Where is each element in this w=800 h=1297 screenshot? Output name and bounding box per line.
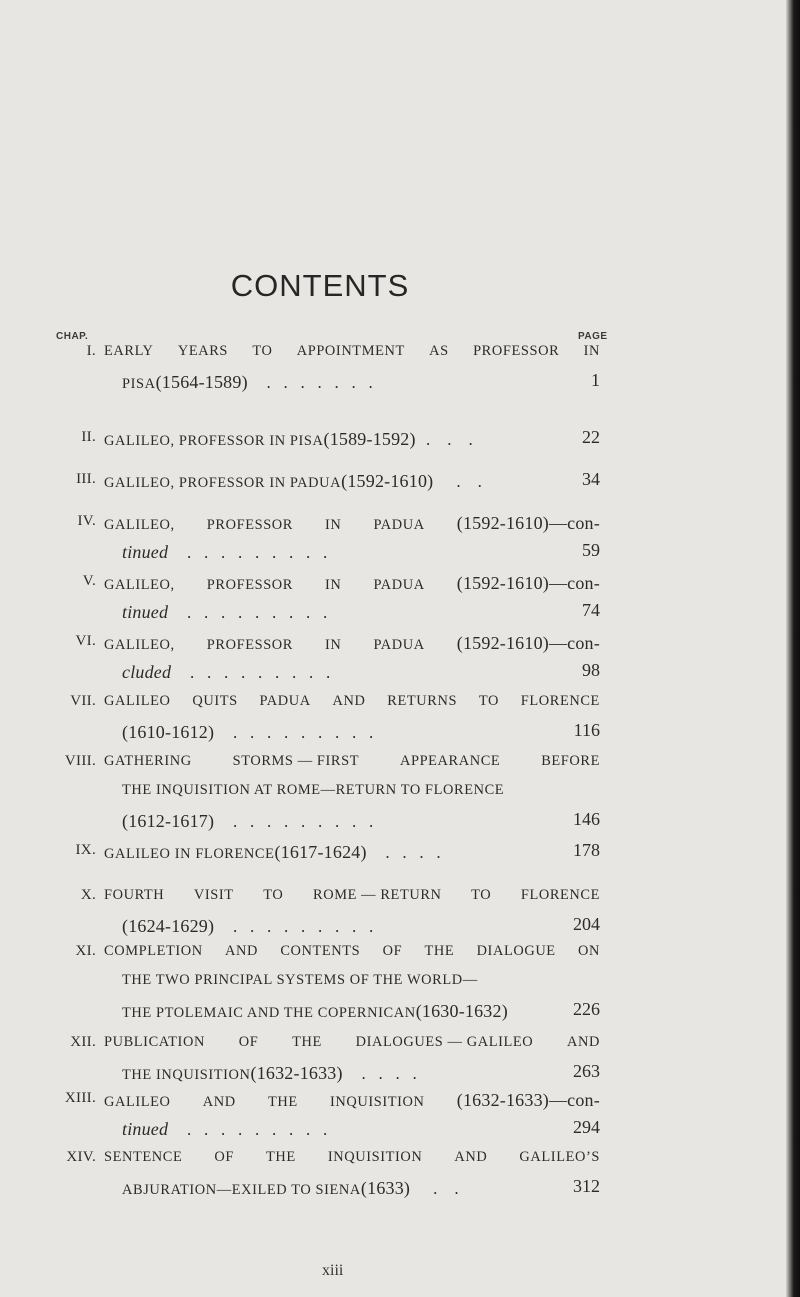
title-text: tinued: [122, 1119, 169, 1139]
title-text: IN: [325, 637, 342, 653]
dot-leader: . . . . . . . . .: [220, 723, 374, 742]
chapter-title-line: [104, 633, 600, 660]
chapter-title-line: [104, 693, 600, 720]
title-text: OF: [382, 943, 403, 959]
chapter-number: I.: [86, 343, 96, 359]
title-text: PADUA: [373, 577, 425, 593]
page-reference: 226: [573, 999, 600, 1019]
title-text: APPEARANCE: [399, 753, 501, 769]
title-text: (1612-1617): [122, 811, 215, 831]
title-text: THE: [424, 943, 455, 959]
title-text: EARLY: [104, 343, 154, 359]
title-text: OF: [238, 1034, 259, 1050]
dot-leader: . .: [416, 1179, 459, 1198]
title-text: AND: [332, 693, 366, 709]
chapter-number: XII.: [70, 1034, 96, 1050]
dot-leader: . . . . . . . . .: [177, 663, 331, 682]
page-reference: 178: [573, 840, 600, 860]
title-text: ABJURATION—EXILED TO SIENA: [122, 1182, 361, 1198]
dot-leader: . . . . . . . . .: [174, 603, 328, 622]
page-reference: 59: [582, 540, 600, 560]
page-title: CONTENTS: [230, 268, 410, 303]
page-reference: 74: [582, 600, 600, 620]
title-text: THE: [292, 1034, 322, 1050]
page-reference: 146: [573, 809, 600, 829]
title-text: TO: [471, 887, 492, 903]
title-text: TO: [263, 887, 284, 903]
title-text: (1632-1633): [250, 1063, 343, 1083]
dot-leader: . . . . . . . . .: [220, 812, 374, 831]
chapter-number: X.: [80, 887, 96, 903]
title-text: IN: [325, 517, 342, 533]
title-text: VISIT: [193, 887, 234, 903]
chapter-title-line: [104, 471, 600, 498]
dot-leader: . . . . . . . . .: [220, 917, 374, 936]
title-text: THE: [266, 1149, 296, 1165]
chapter-column-header: CHAP.: [56, 331, 89, 342]
title-text: TO: [252, 343, 273, 359]
title-text: INQUISITION: [330, 1094, 425, 1110]
chapter-title-line: [104, 513, 600, 540]
title-text: SENTENCE: [104, 1149, 183, 1165]
chapter-number: VII.: [70, 693, 96, 709]
title-text: CONTENTS: [280, 943, 361, 959]
dot-leader: . . . .: [372, 843, 441, 862]
chapter-title-line: [122, 1063, 600, 1090]
chapter-title-line: [104, 343, 600, 370]
chapter-title-line: [122, 542, 600, 569]
chapter-title-line: [122, 972, 600, 999]
chapter-title-line: [122, 782, 600, 809]
title-text: QUITS: [192, 693, 238, 709]
title-text: THE: [268, 1094, 298, 1110]
title-text: OF: [214, 1149, 234, 1165]
dot-leader: . . . . . . . . .: [174, 1120, 328, 1139]
title-text: THE INQUISITION: [122, 1067, 251, 1083]
title-text: AS: [429, 343, 449, 359]
title-text: AND: [454, 1149, 488, 1165]
title-text: (1630-1632): [415, 1001, 508, 1021]
chapter-number: XI.: [75, 943, 96, 959]
title-text: ROME — RETURN: [313, 887, 442, 903]
chapter-title-line: [104, 943, 600, 970]
title-text: (1633): [360, 1178, 411, 1198]
chapter-number: III.: [76, 471, 96, 487]
title-text: (1592-1610): [341, 471, 434, 491]
chapter-title-line: [104, 887, 600, 914]
title-text: THE PTOLEMAIC AND THE COPERNICAN: [122, 1005, 416, 1021]
title-text: GATHERING: [104, 753, 192, 769]
title-text: GALILEO IN FLORENCE: [104, 846, 275, 862]
title-text: AND: [225, 943, 259, 959]
title-text: PADUA: [259, 693, 311, 709]
page-column-header: PAGE: [578, 331, 608, 342]
title-text: BEFORE: [541, 753, 600, 769]
title-text: PROFESSOR: [206, 637, 293, 653]
title-text: PROFESSOR: [206, 517, 293, 533]
title-text: IN: [583, 343, 600, 359]
title-text: PROFESSOR: [206, 577, 293, 593]
page-reference: 204: [573, 914, 600, 934]
page-reference: 1: [591, 370, 600, 390]
chapter-number: VI.: [75, 633, 96, 649]
page-reference: 294: [573, 1117, 600, 1137]
chapter-title-line: [122, 372, 600, 399]
title-text: INQUISITION: [327, 1149, 423, 1165]
page-reference: 98: [582, 660, 600, 680]
page-number: xiii: [322, 1262, 344, 1279]
page-edge-shadow: [786, 0, 800, 1297]
title-text: (1564-1589): [155, 372, 248, 392]
chapter-title-line: [122, 916, 600, 943]
title-text: GALILEO,: [104, 637, 175, 653]
title-text: (1592-1610)—con-: [456, 573, 600, 593]
dot-leader: . . .: [421, 430, 473, 449]
chapter-title-line: [104, 429, 600, 456]
dot-leader: . . . . . . . . .: [174, 543, 328, 562]
chapter-title-line: [122, 811, 600, 838]
title-text: GALILEO, PROFESSOR IN PISA: [104, 433, 324, 449]
title-text: RETURNS: [387, 693, 458, 709]
title-text: GALILEO: [104, 693, 171, 709]
chapter-title-line: [122, 722, 600, 749]
chapter-number: IX.: [75, 842, 96, 858]
title-text: FOURTH: [104, 887, 165, 903]
title-text: PADUA: [373, 517, 425, 533]
chapter-title-line: [104, 753, 600, 780]
title-text: DIALOGUE: [476, 943, 556, 959]
title-text: DIALOGUES — GALILEO: [355, 1034, 534, 1050]
chapter-title-line: [104, 1090, 600, 1117]
title-text: FLORENCE: [520, 887, 600, 903]
title-text: PISA: [122, 376, 156, 392]
title-text: (1592-1610)—con-: [456, 633, 600, 653]
page-reference: 116: [573, 720, 600, 740]
chapter-number: V.: [82, 573, 96, 589]
chapter-title-line: [104, 573, 600, 600]
title-text: FLORENCE: [520, 693, 600, 709]
page-reference: 263: [573, 1061, 600, 1081]
title-text: PADUA: [373, 637, 425, 653]
title-text: AND: [202, 1094, 236, 1110]
title-text: (1592-1610)—con-: [456, 513, 600, 533]
title-text: GALILEO,: [104, 577, 175, 593]
page-reference: 312: [573, 1176, 600, 1196]
title-text: cluded: [122, 662, 172, 682]
title-text: tinued: [122, 602, 169, 622]
chapter-title-line: [122, 662, 600, 689]
title-text: APPOINTMENT: [296, 343, 405, 359]
title-text: THE INQUISITION AT ROME—RETURN TO FLORENCE: [122, 782, 505, 798]
chapter-title-line: [122, 1119, 600, 1146]
dot-leader: . . . .: [348, 1064, 417, 1083]
chapter-title-line: [104, 842, 600, 869]
chapter-title-line: [122, 1178, 600, 1205]
title-text: ON: [578, 943, 600, 959]
title-text: STORMS — FIRST: [232, 753, 360, 769]
dot-leader: . .: [439, 472, 482, 491]
page-reference: 34: [582, 469, 600, 489]
chapter-number: XIII.: [64, 1090, 96, 1106]
title-text: PUBLICATION: [104, 1034, 205, 1050]
chapter-title-line: [104, 1149, 600, 1176]
chapter-title-line: [122, 602, 600, 629]
chapter-title-line: [122, 1001, 600, 1028]
chapter-number: II.: [81, 429, 96, 445]
title-text: GALILEO: [104, 1094, 171, 1110]
title-text: tinued: [122, 542, 169, 562]
title-text: AND: [567, 1034, 600, 1050]
page-reference: 22: [582, 427, 600, 447]
title-text: PROFESSOR: [473, 343, 560, 359]
title-text: GALILEO, PROFESSOR IN PADUA: [104, 475, 342, 491]
title-text: GALILEO,: [104, 517, 175, 533]
chapter-number: VIII.: [64, 753, 96, 769]
title-text: YEARS: [177, 343, 229, 359]
chapter-number: IV.: [77, 513, 96, 529]
chapter-title-line: [104, 1034, 600, 1061]
title-text: (1632-1633)—con-: [456, 1090, 600, 1110]
title-text: GALILEO’S: [519, 1149, 600, 1165]
title-text: (1589-1592): [323, 429, 416, 449]
title-text: THE TWO PRINCIPAL SYSTEMS OF THE WORLD—: [122, 972, 478, 988]
chapter-number: XIV.: [66, 1149, 96, 1165]
title-text: TO: [478, 693, 499, 709]
title-text: IN: [325, 577, 342, 593]
dot-leader: . . . . . . .: [253, 373, 373, 392]
title-text: COMPLETION: [104, 943, 203, 959]
title-text: (1617-1624): [274, 842, 367, 862]
title-text: (1610-1612): [122, 722, 215, 742]
title-text: (1624-1629): [122, 916, 215, 936]
